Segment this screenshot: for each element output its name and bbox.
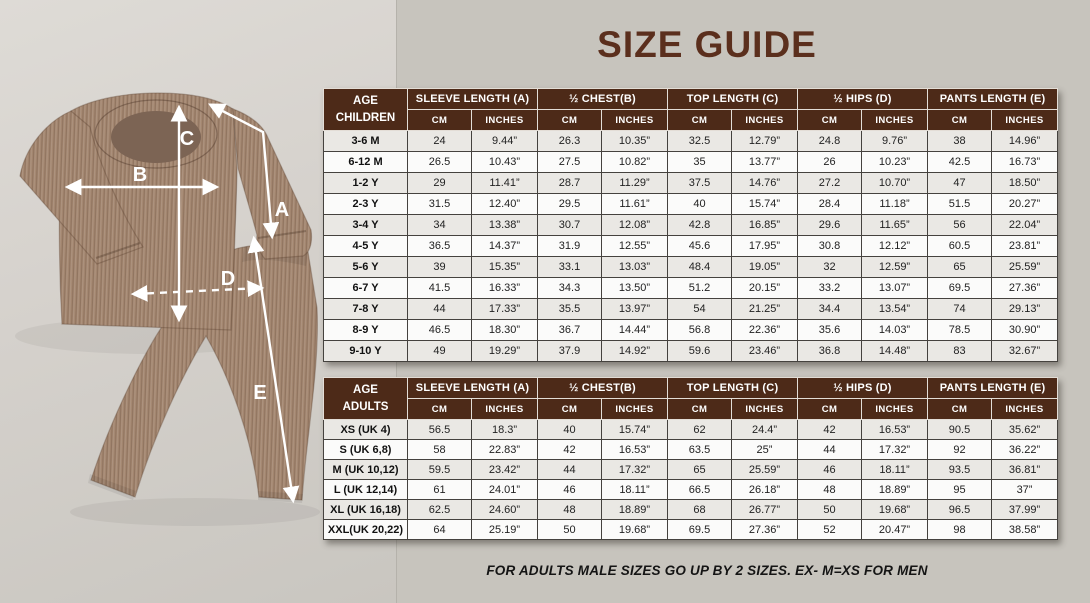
value-cell: 24 [408,131,472,152]
table-row [324,299,1058,320]
value-cell: 26.18” [732,480,798,500]
value-cell: 25.59” [992,257,1058,278]
group-header-row [324,378,1058,399]
value-cell: 56.8 [668,320,732,341]
value-cell: 10.43” [472,152,538,173]
value-cell: 50 [538,520,602,540]
table-row [324,320,1058,341]
value-cell: 14.48” [862,341,928,362]
value-cell: 11.18” [862,194,928,215]
value-cell: 15.35” [472,257,538,278]
value-cell: 20.27” [992,194,1058,215]
page-title: SIZE GUIDE [597,24,817,65]
value-cell: 44 [538,460,602,480]
unit-header-cell: CM [538,399,602,420]
value-cell: 42 [538,440,602,460]
value-cell: 11.41” [472,173,538,194]
value-cell: 27.2 [798,173,862,194]
group-header-cell: ½ CHEST(B) [538,378,668,399]
value-cell: 56.5 [408,420,472,440]
value-cell: 74 [928,299,992,320]
age-header-line: AGE [353,383,378,396]
table-row [324,440,1058,460]
value-cell: 69.5 [928,278,992,299]
value-cell: 31.9 [538,236,602,257]
value-cell: 33.2 [798,278,862,299]
table-row [324,131,1058,152]
shadow [70,498,320,526]
value-cell: 26 [798,152,862,173]
value-cell: 18.11” [602,480,668,500]
value-cell: 12.40” [472,194,538,215]
value-cell: 63.5 [668,440,732,460]
age-header-cell [324,378,408,420]
age-header-cell [324,89,408,131]
measure-label-C: C [179,128,195,150]
measure-label-A: A [274,199,290,221]
value-cell: 12.59” [862,257,928,278]
value-cell: 47 [928,173,992,194]
value-cell: 13.38” [472,215,538,236]
value-cell: 12.08” [602,215,668,236]
table-body [324,420,1058,540]
value-cell: 49 [408,341,472,362]
value-cell: 13.97” [602,299,668,320]
value-cell: 11.65” [862,215,928,236]
value-cell: 44 [408,299,472,320]
value-cell: 90.5 [928,420,992,440]
unit-header-cell: INCHES [992,110,1058,131]
unit-header-cell: INCHES [862,110,928,131]
value-cell: 39 [408,257,472,278]
value-cell: 25.59” [732,460,798,480]
value-cell: 14.44” [602,320,668,341]
age-cell: XS (UK 4) [324,420,408,440]
value-cell: 10.82” [602,152,668,173]
unit-header-cell: CM [668,399,732,420]
value-cell: 17.95” [732,236,798,257]
value-cell: 13.77” [732,152,798,173]
value-cell: 37” [992,480,1058,500]
value-cell: 16.33” [472,278,538,299]
age-header-line: AGE [353,94,378,107]
value-cell: 40 [538,420,602,440]
age-cell: 2-3 Y [324,194,408,215]
value-cell: 37.5 [668,173,732,194]
age-cell: 1-2 Y [324,173,408,194]
value-cell: 10.23” [862,152,928,173]
unit-header-cell: CM [928,110,992,131]
unit-header-cell: CM [408,399,472,420]
value-cell: 58 [408,440,472,460]
value-cell: 19.68” [862,500,928,520]
value-cell: 12.79” [732,131,798,152]
value-cell: 34 [408,215,472,236]
value-cell: 68 [668,500,732,520]
table-row [324,480,1058,500]
table-row [324,420,1058,440]
value-cell: 30.7 [538,215,602,236]
value-cell: 34.3 [538,278,602,299]
value-cell: 29 [408,173,472,194]
value-cell: 9.44” [472,131,538,152]
value-cell: 25.19” [472,520,538,540]
value-cell: 21.25” [732,299,798,320]
value-cell: 29.13” [992,299,1058,320]
value-cell: 14.96” [992,131,1058,152]
value-cell: 35 [668,152,732,173]
value-cell: 36.5 [408,236,472,257]
value-cell: 13.50” [602,278,668,299]
table-row [324,236,1058,257]
value-cell: 10.70” [862,173,928,194]
value-cell: 36.81” [992,460,1058,480]
group-header-cell: ½ HIPS (D) [798,89,928,110]
measure-label-B: B [132,164,148,186]
unit-header-row [324,110,1058,131]
value-cell: 42 [798,420,862,440]
value-cell: 59.6 [668,341,732,362]
value-cell: 44 [798,440,862,460]
value-cell: 30.8 [798,236,862,257]
value-cell: 14.03” [862,320,928,341]
value-cell: 13.54” [862,299,928,320]
unit-header-cell: INCHES [862,399,928,420]
value-cell: 17.32” [602,460,668,480]
age-cell: 3-6 M [324,131,408,152]
age-cell: XXL(UK 20,22) [324,520,408,540]
age-cell: L (UK 12,14) [324,480,408,500]
value-cell: 51.5 [928,194,992,215]
unit-header-cell: INCHES [732,399,798,420]
value-cell: 12.55” [602,236,668,257]
unit-header-cell: CM [928,399,992,420]
value-cell: 19.05” [732,257,798,278]
value-cell: 61 [408,480,472,500]
value-cell: 93.5 [928,460,992,480]
unit-header-cell: INCHES [602,110,668,131]
table-head [324,378,1058,420]
value-cell: 62.5 [408,500,472,520]
value-cell: 27.5 [538,152,602,173]
age-cell: 7-8 Y [324,299,408,320]
value-cell: 30.90” [992,320,1058,341]
age-cell: M (UK 10,12) [324,460,408,480]
value-cell: 11.29” [602,173,668,194]
value-cell: 32.67” [992,341,1058,362]
group-header-cell: SLEEVE LENGTH (A) [408,378,538,399]
table-row [324,215,1058,236]
value-cell: 29.5 [538,194,602,215]
value-cell: 38 [928,131,992,152]
value-cell: 18.50” [992,173,1058,194]
value-cell: 32 [798,257,862,278]
value-cell: 17.32” [862,440,928,460]
unit-header-row [324,399,1058,420]
value-cell: 16.73” [992,152,1058,173]
age-cell: 8-9 Y [324,320,408,341]
value-cell: 42.8 [668,215,732,236]
value-cell: 17.33” [472,299,538,320]
value-cell: 27.36” [732,520,798,540]
value-cell: 34.4 [798,299,862,320]
value-cell: 31.5 [408,194,472,215]
unit-header-cell: INCHES [992,399,1058,420]
value-cell: 35.6 [798,320,862,341]
value-cell: 35.5 [538,299,602,320]
value-cell: 41.5 [408,278,472,299]
value-cell: 46 [798,460,862,480]
value-cell: 14.37” [472,236,538,257]
value-cell: 45.6 [668,236,732,257]
table-row [324,460,1058,480]
value-cell: 56 [928,215,992,236]
age-cell: 6-12 M [324,152,408,173]
value-cell: 10.35” [602,131,668,152]
value-cell: 36.22” [992,440,1058,460]
value-cell: 20.15” [732,278,798,299]
unit-header-cell: INCHES [732,110,798,131]
value-cell: 22.36” [732,320,798,341]
value-cell: 19.68” [602,520,668,540]
value-cell: 36.7 [538,320,602,341]
age-cell: S (UK 6,8) [324,440,408,460]
value-cell: 38.58” [992,520,1058,540]
unit-header-cell: CM [538,110,602,131]
value-cell: 96.5 [928,500,992,520]
value-cell: 46 [538,480,602,500]
value-cell: 22.83” [472,440,538,460]
value-cell: 65 [668,460,732,480]
value-cell: 20.47” [862,520,928,540]
value-cell: 83 [928,341,992,362]
value-cell: 13.03” [602,257,668,278]
unit-header-cell: INCHES [602,399,668,420]
age-cell: 3-4 Y [324,215,408,236]
value-cell: 15.74” [732,194,798,215]
value-cell: 19.29” [472,341,538,362]
value-cell: 66.5 [668,480,732,500]
value-cell: 23.81” [992,236,1058,257]
age-cell: 6-7 Y [324,278,408,299]
unit-header-cell: CM [668,110,732,131]
footnote-text: FOR ADULTS MALE SIZES GO UP BY 2 SIZES. EX- M=XS FOR MEN [486,563,928,578]
value-cell: 24.01” [472,480,538,500]
table-head [324,89,1058,131]
value-cell: 24.60” [472,500,538,520]
children-size-table-container [323,88,1058,362]
adults-size-table [323,377,1058,540]
value-cell: 9.76” [862,131,928,152]
value-cell: 48 [798,480,862,500]
value-cell: 54 [668,299,732,320]
value-cell: 65 [928,257,992,278]
value-cell: 13.07” [862,278,928,299]
value-cell: 18.30” [472,320,538,341]
value-cell: 16.85” [732,215,798,236]
value-cell: 62 [668,420,732,440]
value-cell: 22.04” [992,215,1058,236]
value-cell: 18.89” [862,480,928,500]
value-cell: 51.2 [668,278,732,299]
value-cell: 27.36” [992,278,1058,299]
age-cell: 4-5 Y [324,236,408,257]
value-cell: 25” [732,440,798,460]
value-cell: 52 [798,520,862,540]
unit-header-cell: CM [408,110,472,131]
value-cell: 95 [928,480,992,500]
group-header-cell: TOP LENGTH (C) [668,378,798,399]
value-cell: 14.76” [732,173,798,194]
value-cell: 92 [928,440,992,460]
value-cell: 15.74” [602,420,668,440]
value-cell: 36.8 [798,341,862,362]
value-cell: 26.5 [408,152,472,173]
unit-header-cell: CM [798,399,862,420]
value-cell: 14.92” [602,341,668,362]
value-cell: 26.77” [732,500,798,520]
value-cell: 37.99” [992,500,1058,520]
table-row [324,173,1058,194]
value-cell: 35.62” [992,420,1058,440]
group-header-cell: ½ CHEST(B) [538,89,668,110]
value-cell: 12.12” [862,236,928,257]
value-cell: 28.4 [798,194,862,215]
measure-label-D: D [220,268,236,290]
table-row [324,257,1058,278]
value-cell: 18.3” [472,420,538,440]
children-size-table [323,88,1058,362]
value-cell: 32.5 [668,131,732,152]
unit-header-cell: INCHES [472,399,538,420]
value-cell: 23.42” [472,460,538,480]
value-cell: 26.3 [538,131,602,152]
group-header-row [324,89,1058,110]
value-cell: 23.46” [732,341,798,362]
group-header-cell: ½ HIPS (D) [798,378,928,399]
value-cell: 18.11” [862,460,928,480]
value-cell: 28.7 [538,173,602,194]
age-cell: XL (UK 16,18) [324,500,408,520]
table-row [324,500,1058,520]
value-cell: 37.9 [538,341,602,362]
age-cell: 9-10 Y [324,341,408,362]
table-row [324,194,1058,215]
measure-label-E: E [253,382,267,404]
value-cell: 11.61” [602,194,668,215]
group-header-cell: PANTS LENGTH (E) [928,378,1058,399]
age-header-line: ADULTS [342,400,389,413]
value-cell: 69.5 [668,520,732,540]
value-cell: 64 [408,520,472,540]
value-cell: 33.1 [538,257,602,278]
value-cell: 29.6 [798,215,862,236]
value-cell: 18.89” [602,500,668,520]
table-row [324,152,1058,173]
value-cell: 16.53” [602,440,668,460]
value-cell: 60.5 [928,236,992,257]
age-cell: 5-6 Y [324,257,408,278]
value-cell: 78.5 [928,320,992,341]
value-cell: 42.5 [928,152,992,173]
table-body [324,131,1058,362]
group-header-cell: TOP LENGTH (C) [668,89,798,110]
value-cell: 98 [928,520,992,540]
value-cell: 24.8 [798,131,862,152]
value-cell: 40 [668,194,732,215]
table-row [324,520,1058,540]
value-cell: 46.5 [408,320,472,341]
value-cell: 50 [798,500,862,520]
adults-size-table-container [323,377,1058,540]
value-cell: 16.53” [862,420,928,440]
age-header-line: CHILDREN [335,111,396,124]
value-cell: 24.4” [732,420,798,440]
table-row [324,341,1058,362]
unit-header-cell: CM [798,110,862,131]
value-cell: 48 [538,500,602,520]
value-cell: 48.4 [668,257,732,278]
table-row [324,278,1058,299]
unit-header-cell: INCHES [472,110,538,131]
value-cell: 59.5 [408,460,472,480]
group-header-cell: SLEEVE LENGTH (A) [408,89,538,110]
group-header-cell: PANTS LENGTH (E) [928,89,1058,110]
